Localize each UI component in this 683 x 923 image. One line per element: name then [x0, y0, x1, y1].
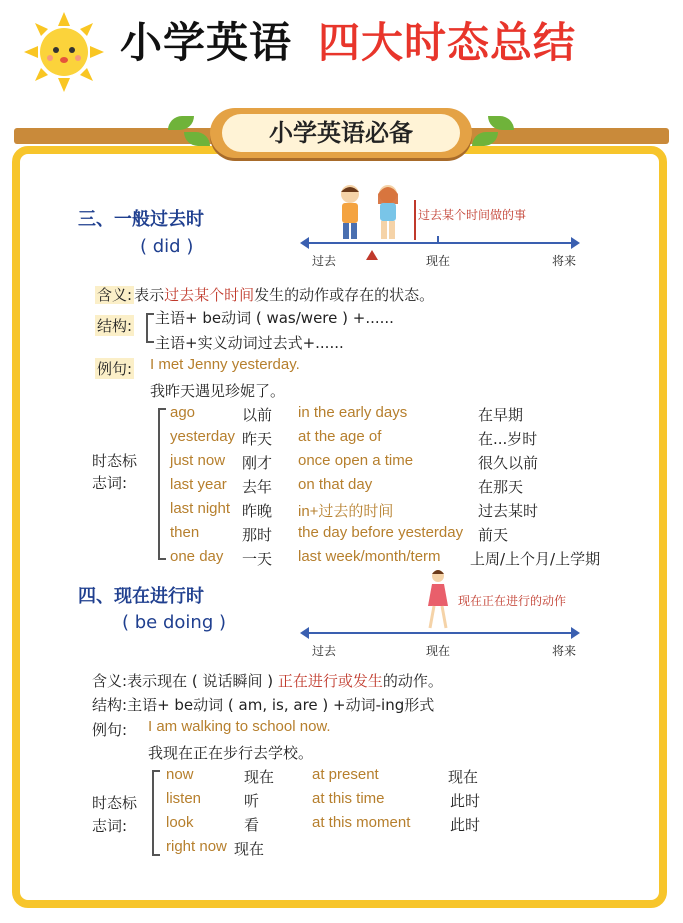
meaning-row: [92, 670, 443, 691]
section-heading: 三、一般过去时: [78, 209, 204, 230]
tense-form: ( be doing ): [122, 612, 226, 633]
signal-zh: 看: [244, 816, 260, 834]
timeline-past: 过去: [312, 644, 337, 658]
signal-zh: 昨天: [242, 430, 273, 448]
structure-bracket: [146, 313, 154, 343]
marker-icon: [366, 250, 378, 260]
signal-en: one day: [170, 548, 224, 565]
structure-line: 主语+ be动词 ( was/were ) +......: [155, 309, 394, 327]
structure-label: 结构:: [92, 696, 128, 714]
arrow-left-icon: [300, 237, 309, 249]
signal-en2: at the age of: [298, 428, 382, 445]
signal-label: 时态标: [92, 794, 138, 812]
timeline-axis: [305, 242, 573, 244]
signal-zh2: 上周/上个月/上学期: [470, 550, 601, 568]
timeline-caption: 过去某个时间做的事: [418, 208, 527, 222]
signal-zh: 现在: [244, 768, 275, 786]
signal-en: listen: [166, 790, 202, 807]
signal-en2: the day before yesterday: [298, 524, 464, 541]
example-en: I met Jenny yesterday.: [150, 356, 300, 373]
arrow-right-icon: [571, 237, 580, 249]
signal-zh2: 此时: [450, 792, 481, 810]
example-zh: 我现在正在步行去学校。: [148, 744, 314, 762]
meaning-text: 发生的动作或存在的状态。: [254, 286, 435, 304]
example-label: 例句:: [97, 360, 133, 378]
signal-zh: 刚才: [242, 454, 273, 472]
meaning-label: 含义:: [92, 672, 128, 690]
section-heading: 四、现在进行时: [78, 586, 204, 607]
meaning-row: [95, 284, 434, 305]
meaning-text: 的动作。: [382, 672, 443, 690]
signal-zh2: 前天: [478, 526, 509, 544]
timeline-axis: [305, 632, 573, 634]
meaning-text: 表示现在 ( 说话瞬间 ): [127, 672, 278, 690]
banner-title: 小学英语必备: [222, 114, 460, 152]
signal-bracket: [158, 408, 166, 560]
example-label: 例句:: [92, 721, 128, 739]
signal-zh2: 现在: [448, 768, 479, 786]
signal-zh: 昨晚: [242, 502, 273, 520]
meaning-highlight: 过去某个时间: [164, 286, 255, 304]
signal-en2: at this time: [312, 790, 385, 807]
signal-en: yesterday: [170, 428, 236, 445]
timeline-future: 将来: [552, 644, 577, 658]
kids-illustration: [330, 182, 410, 248]
signal-en2: at present: [312, 766, 379, 783]
structure-label: 结构:: [97, 317, 133, 335]
signal-en: just now: [170, 452, 226, 469]
structure-row: [92, 694, 434, 715]
timeline-past: 过去: [312, 254, 337, 268]
signal-en2: last week/month/term: [298, 548, 441, 565]
signal-zh2: 很久以前: [478, 454, 539, 472]
signal-en: then: [170, 524, 200, 541]
timeline-now: 现在: [426, 644, 451, 658]
meaning-highlight: 正在进行或发生: [277, 672, 383, 690]
structure-line: 主语+实义动词过去式+......: [155, 334, 344, 352]
signal-zh2: 在早期: [478, 406, 524, 424]
meaning-text: 表示: [134, 286, 165, 304]
caption-pointer: [414, 200, 416, 240]
timeline-caption: 现在正在进行的动作: [458, 594, 567, 608]
arrow-right-icon: [571, 627, 580, 639]
timeline-future: 将来: [552, 254, 577, 268]
example-en: I am walking to school now.: [148, 718, 331, 735]
signal-zh2: 此时: [450, 816, 481, 834]
signal-zh: 那时: [242, 526, 273, 544]
example-zh: 我昨天遇见珍妮了。: [150, 382, 286, 400]
signal-bracket: [152, 770, 160, 856]
signal-en: last night: [170, 500, 231, 517]
tense-form: ( did ): [140, 236, 194, 257]
title-red: 四大时态总结: [318, 18, 577, 67]
signal-zh: 去年: [242, 478, 273, 496]
signal-en: look: [166, 814, 194, 831]
signal-en2: in the early days: [298, 404, 408, 421]
signal-en: now: [166, 766, 194, 783]
signal-label: 志词:: [92, 474, 128, 492]
signal-en2: on that day: [298, 476, 373, 493]
signal-en: ago: [170, 404, 196, 421]
girl-walking-illustration: [424, 568, 452, 636]
signal-label: 志词:: [92, 817, 128, 835]
timeline-now: 现在: [426, 254, 451, 268]
structure-line: 主语+ be动词 ( am, is, are ) +动词-ing形式: [127, 696, 435, 714]
arrow-left-icon: [300, 627, 309, 639]
signal-en2: once open a time: [298, 452, 414, 469]
signal-zh2: 过去某时: [478, 502, 539, 520]
signal-zh2: 在...岁时: [478, 430, 538, 448]
now-tick: [437, 236, 439, 244]
signal-en: right now: [166, 838, 227, 855]
signal-zh: 以前: [242, 406, 273, 424]
meaning-label: 含义:: [97, 286, 133, 304]
signal-zh2: 在那天: [478, 478, 524, 496]
signal-en: last year: [170, 476, 227, 493]
signal-zh: 一天: [242, 550, 273, 568]
title-black: 小学英语: [120, 18, 293, 67]
signal-en2: in+过去的时间: [298, 503, 394, 520]
signal-label: 时态标: [92, 452, 138, 470]
sun-icon: [22, 10, 106, 94]
signal-zh: 听: [244, 792, 260, 810]
signal-en2: at this moment: [312, 814, 411, 831]
signal-zh: 现在: [234, 840, 265, 858]
